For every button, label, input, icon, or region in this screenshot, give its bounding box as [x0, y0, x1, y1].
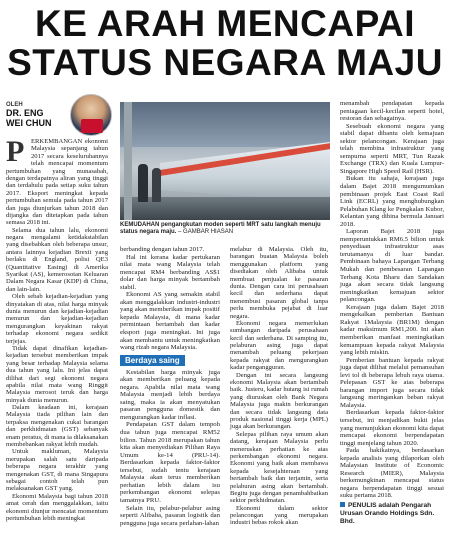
section-subheading: Berdaya saing: [120, 355, 185, 366]
article-column-3: [230, 246, 328, 527]
paragraph: Selama dua tahun lalu, ekonomi negara mengalami ketidakstabilan yang disebabkan oleh beberapa unsur, antara lainnya kejadian Brexit yang berlaku di England, polisi QE3 (Quantitative Easing) di Amerika Syarikat (AS), kemerosotan Keluaran Dalam Negara Kasar (KDP) di China, dan lain-lain.: [6, 226, 108, 293]
paragraph: ERKEMBANGAN ekonomi Malaysia sepanjang tahun 2017 secara keseluruhannya telah mencapai momentum pertumbuhan yang munasabah, dengan terdapatnya aliran yang tinggi dan terdahulu pada setiap suku tahun 2017. Eksport meningkat kepada pertumbuhan semula pada tahun 2017 dan juga diunjurkan tahun 2018 dan dijangka dan ditetapkan pada tahun semasa 2018 ini.: [6, 138, 108, 227]
photo-person: [152, 168, 161, 202]
paragraph: Oleh sebab kejadian-kejadian yang dinyatakan di atas, nilai harga minyak dunia menurun dan kejadian-kejadian menurun dan kejadian-kejadian mengurangkan keyakinan rakyat terhadap ekonomi negara sedikit terjejas.: [6, 293, 108, 345]
byline-prefix: OLEH: [6, 102, 23, 108]
author-note-text: PENULIS adalah Pengarah Urusan Orando Holdings Sdn. Bhd.: [340, 502, 435, 525]
paragraph: Dengan ini secara langsung ekonomi Malaysia akan bertambah baik. Justeru, kadar hutang isi rumah yang diuruskan oleh Bank Negara Malaysia juga makin berkurangan dan secara tidak langsung data produk nasional tinggi kerja (MPL) juga akan berkurangan.: [230, 371, 328, 431]
paragraph: Tidak dapat dinafikan kejadian-kejadian tersebut memberikan impak yang besar terhadap Malaysia selama dua tahun yang lalu. Ini jelas dapat dilihat dari segi ekonomi negara apabila nilai mata wang Ringgit Malaysia merosot teruk dan harga minyak dunia menurun.: [6, 344, 108, 404]
headline-line-1: KE ARAH MENCAPAI: [34, 3, 416, 44]
paragraph: berbanding dengan tahun 2017.: [120, 246, 205, 253]
paragraph: Ekonomi negara memerlukan sumbangan daripada perusahaan kecil dan sederhana. Di samping itu, pelaburan asing juga dapat menambah peluang pekerjaan kepada rakyat dan mengurangkan kadar pengangguran.: [230, 319, 328, 372]
paragraph: Ekonomi dalam sektor pelancongan yang merupakan industri bebas rokok akan: [230, 504, 328, 527]
paragraph: Untuk makluman, Malaysia merupakan salah satu daripada beberapa negara terakhir yang mengenakan GST, di mana Singapura sebagai contoh telah pun melaksanakan GST yang.: [6, 448, 108, 493]
article-column-4: [340, 100, 444, 500]
article-column-2: [120, 246, 220, 527]
photo-sky: [120, 102, 330, 147]
article-photo: [120, 102, 330, 220]
paragraph: Ekonomi AS yang semakin stabil akan menggalakkan industri-industri yang akan memberikan impak positif kepada Malaysia, di mana kadar permintaan bertambah dan kadar eksport juga meningkat. Ini juga akan membantu untuk meningkatkan wang rizab negara Malaysia.: [120, 291, 220, 352]
paragraph: Berdasarkan kepada faktor-faktor tersebut, ini menjadikan bukti jelas yang menunjukkan ekonomi kita dapat mencapai ekonomi berpendapatan tinggi menjelang tahun 2020.: [340, 409, 445, 447]
article-headline: [4, 4, 446, 82]
author-avatar: [70, 94, 112, 136]
author-name-line-2: WEI CHUN: [6, 118, 52, 128]
paragraph: melabur di Malaysia. Oleh itu, barangan buatan Malaysia boleh menggunakan platform yang disediakan oleh Alibaba untuk membuat penjualan ke pasaran dunia. Dengan cara ini perusahaan kecil dan sederhana dapat menembusi pasaran global tanpa perlu membuka pejabat di luar negara.: [230, 246, 328, 320]
paragraph: Pendapatan GST dalam tempoh dua tahun juga mencapai RM52 bilion. Tahun 2018 merupakan tahun kita akan menyediakan Pilihan Raya Umum ke-14 (PRU-14). Berdasarkan kepada faktor-faktor tersebut, sudah tentu kerajaan Malaysia akan terus memberikan perhatian lebih dalam isu perkembangan ekonomi selepas tamatnya PRU.: [120, 421, 220, 504]
paragraph: Bukan itu sahaja, kerajaan juga dalam Bajet 2018 mengumumkan pembinaan projek East Coast Rail Link (ECRL) yang menghubungkan Pelabuhan Klang ke Pengkalan Kubor, Kelantan yang dibina bermula Januari 2018.: [340, 175, 444, 228]
paragraph: Kestabilan harga minyak juga akan memberikan peluang kepada negara. Apabila nilai mata wang Malaysia menjadi lebih berdaya saing, maka ia akan menyatukan pasaran pengguna domestik dan mengurangkan kadar inflasi.: [120, 368, 220, 421]
paragraph: Pemberian bantuan kepada rakyat juga dapat dilihat melalui pemansuhan levi tol di beberapa lebuh raya utama. Pelepasan GST ke atas beberapa barangan import juga secara tidak langsung meringankan beban rakyat Malaysia.: [340, 356, 444, 409]
paragraph: Laporan Bajet 2018 juga memperuntukkan RM6.5 bilion untuk penyediaan infrastruktur asas terutamanya di luar bandar. Pembinaan bahaya Lapangan Terbang Mukah dan pembesaran Lapangan Terbang Kota Bharu dan Sandakan juga akan secara tidak langsung meningkatkan kemajuan sektor pelancongan.: [340, 228, 444, 304]
paragraph: menambah pendapatan kepada peniagaan kecil-kecilan seperti hotel, restoran dan sebagainya.: [340, 100, 444, 123]
paragraph: Sesebuah ekonomi negara yang stabil dapat dibantu oleh kemajuan sektor pelancongan. Kerajaan juga telah membina infrastruktur yang sempurna seperti MRT, Tun Razak Exchange (TRX) dan Kuala Lumpur-Singapore High Speed Rail (HSR).: [340, 122, 444, 175]
author-name-line-1: DR. ENG: [6, 108, 44, 118]
photo-person: [138, 164, 148, 202]
caption-credit: – GAMBAR HIASAN: [178, 229, 234, 235]
drop-cap: P: [6, 135, 25, 168]
paragraph: Selepas pilihan raya umum akan datang, kerajaan Malaysia perlu meneruskan perhatian ke atas perkembangan ekonomi negara. Ekonomi yang baik akan membawa kepada kesejahteraan yang bertambah baik dan terjamin, serta pelaburan asing akan bertambah. Begitu juga dengan penambahbaikan sektor perkhidmatan.: [230, 430, 328, 505]
author-note: [340, 502, 444, 526]
paragraph: Dalam keadaan ini, kerajaan Malaysia tiada pilihan lain dan terpaksa mengenakan cukai barangan dan perkhidmatan (GST) sebanyak enam peratus, di mana ia dilaksanakan membebankan rakyat lebih mudah.: [6, 404, 108, 449]
photo-caption: [120, 222, 330, 236]
paragraph: Ekonomi Malaysia bagi tahun 2018 amat cerah dan menggalakkan, iaitu ekonomi diunjur mencatat momentum pertumbuhan lebih meningkat: [6, 492, 108, 522]
article-column-1: [6, 135, 108, 522]
square-bullet-icon: [340, 502, 345, 507]
paragraph: Selain itu, pelabur-pelabur asing seperti Alibaba, pasaran logistik dan pengguna juga secara perlahan-lahan: [120, 504, 220, 527]
paragraph: Pada hakikatnya, berdasarkan kepada analisis yang dilaporkan oleh Malaysian Institute of Economic Research (MIER), Malaysia berkemungkinan mencapai status negara berpendapatan tinggi sesuai suku pertama 2018.: [340, 447, 444, 500]
caption-text: KEMUDAHAN pengangkutan moden seperti MRT satu langkah menuju status negara maju.: [120, 222, 321, 235]
headline-line-2: STATUS NEGARA MAJU: [7, 42, 443, 83]
paragraph: Hal ini kerana kadar pertukaran nilai mata wang Malaysia telah mencapai RM4 berbanding AS$1 dolar dan harga minyak bertambah stabil.: [120, 253, 220, 291]
photo-pillar: [124, 102, 132, 220]
paragraph: Kerajaan juga dalam Bajet 2018 mengekalkan pemberian Bantuan Rakyat 1Malaysia (BR1M) dengan kadar maksimum RM1,200. Ini akan memberikan manfaat meningkatkan kemampuan kepada rakyat Malaysia yang lebih miskin.: [340, 303, 444, 357]
